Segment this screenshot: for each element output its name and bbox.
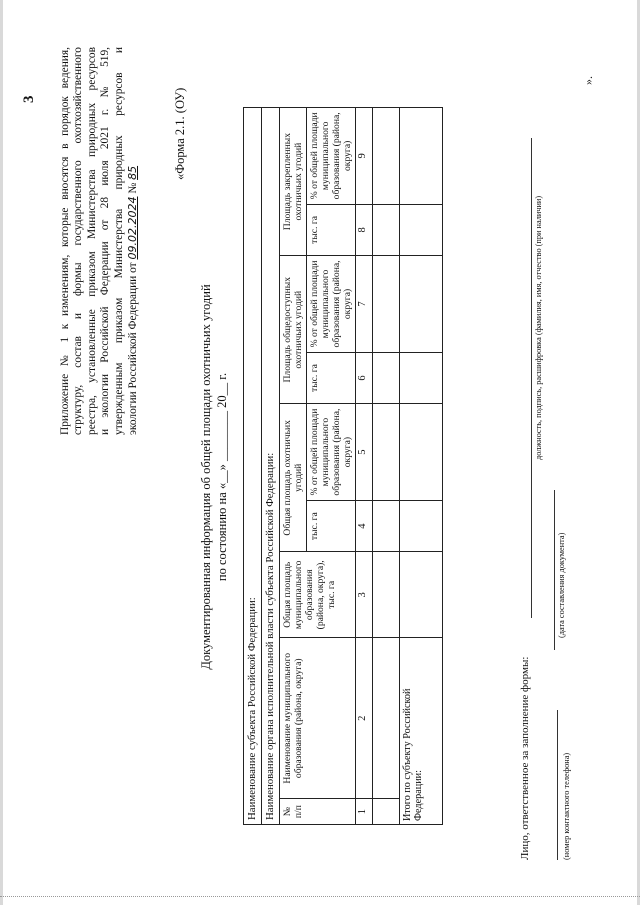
appendix-line: и экологии Российской Федерации от 28 июля 2021 г. № 519, <box>99 47 112 435</box>
table-cell[interactable] <box>400 108 443 205</box>
table-cell[interactable] <box>373 108 400 205</box>
header-percent: % от общей площади муниципального образования (района, округа) <box>307 404 356 501</box>
table-cell[interactable] <box>400 404 443 501</box>
table-cell[interactable] <box>373 256 400 353</box>
handwritten-order-number: 85 <box>126 165 140 180</box>
table-cell[interactable] <box>373 500 400 552</box>
header-municipality: Наименование муниципального образования (района, округа) <box>280 638 356 799</box>
date-caption: (дата составления документа) <box>557 532 566 638</box>
column-number: 9 <box>356 108 373 205</box>
table-cell[interactable] <box>400 352 443 404</box>
column-number: 1 <box>356 799 373 825</box>
header-percent: % от общей площади муниципального образования (района, округа) <box>307 256 356 353</box>
phone-line[interactable] <box>557 710 558 860</box>
signature-caption: должность, подпись, расшифровка (фамилия, имя, отчество (при наличии) <box>534 195 543 460</box>
table-cell[interactable] <box>373 799 400 825</box>
handwritten-order-date: 09.02.2024 <box>126 196 140 260</box>
form-number: «Форма 2.1. (ОУ) <box>173 87 187 180</box>
appendix-line: структуру, состав и формы государственного охотхозяйственного <box>72 47 85 435</box>
appendix-reference <box>59 47 140 435</box>
signature-line[interactable] <box>531 138 532 618</box>
appendix-line: Приложение № 1 к изменениям, которые вносятся в порядок ведения, <box>59 47 71 435</box>
table-cell[interactable] <box>400 204 443 256</box>
column-number: 6 <box>356 352 373 404</box>
header-total-area: Общая площадь муниципального образования (района, округа), тыс. га <box>280 552 356 638</box>
column-number: 3 <box>356 552 373 638</box>
header-thous-ha: тыс. га <box>307 352 356 404</box>
title-line-2: по состоянию на «__» ________ 20__ г. <box>215 372 229 582</box>
responsible-label: Лицо, ответственное за заполнение формы: <box>519 656 531 860</box>
header-assigned-area: Площадь закрепленных охотничьих угодий <box>280 108 307 256</box>
document-title <box>198 197 230 757</box>
appendix-last-prefix: экологии Российской Федерации от <box>127 262 140 435</box>
column-number: 4 <box>356 500 373 552</box>
appendix-last-line <box>126 47 140 435</box>
rotated-form <box>3 0 640 905</box>
subject-row <box>244 108 262 825</box>
header-public-area: Площадь общедоступных охотничьих угодий <box>280 256 307 404</box>
header-thous-ha: тыс. га <box>307 500 356 552</box>
title-line-1: Документированная информация об общей площади охотничьих угодий <box>199 284 213 670</box>
column-number-row <box>356 108 373 825</box>
appendix-line: утвержденным приказом Министерства природных ресурсов и <box>112 47 125 435</box>
table-cell[interactable] <box>400 500 443 552</box>
header-percent: % от общей площади муниципального образования (района, округа) <box>307 108 356 205</box>
page-edge-divider <box>0 896 640 901</box>
table-cell[interactable] <box>400 256 443 353</box>
date-line[interactable] <box>554 490 555 650</box>
organ-row <box>262 108 280 825</box>
total-row <box>400 108 443 825</box>
column-number: 7 <box>356 256 373 353</box>
closing-quote: ». <box>581 76 595 85</box>
table-cell[interactable] <box>400 552 443 638</box>
empty-data-row <box>373 108 400 825</box>
column-number: 8 <box>356 204 373 256</box>
organ-label: Наименование органа исполнительной власти субъекта Российской Федерации: <box>262 108 280 825</box>
column-number: 5 <box>356 404 373 501</box>
phone-caption: (номер контактного телефона) <box>562 752 571 860</box>
subject-label: Наименование субъекта Российской Федерации: <box>244 108 262 825</box>
column-number: 2 <box>356 638 373 799</box>
header-row-1 <box>280 108 307 825</box>
table-cell[interactable] <box>373 352 400 404</box>
page-number: 3 <box>21 95 37 103</box>
table-cell[interactable] <box>373 204 400 256</box>
hunting-area-table <box>243 107 443 825</box>
header-num: № п/п <box>280 799 356 825</box>
table-cell[interactable] <box>373 552 400 638</box>
header-thous-ha: тыс. га <box>307 204 356 256</box>
document-sheet <box>3 0 637 905</box>
appendix-line: реестра, установленные приказом Министерства природных ресурсов <box>85 47 98 435</box>
table-cell[interactable] <box>373 404 400 501</box>
total-label: Итого по субъекту Российской Федерации: <box>400 638 443 825</box>
table-cell[interactable] <box>373 638 400 799</box>
header-hunting-area: Общая площадь охотничьих угодий <box>280 404 307 552</box>
number-sign: № <box>127 182 140 194</box>
